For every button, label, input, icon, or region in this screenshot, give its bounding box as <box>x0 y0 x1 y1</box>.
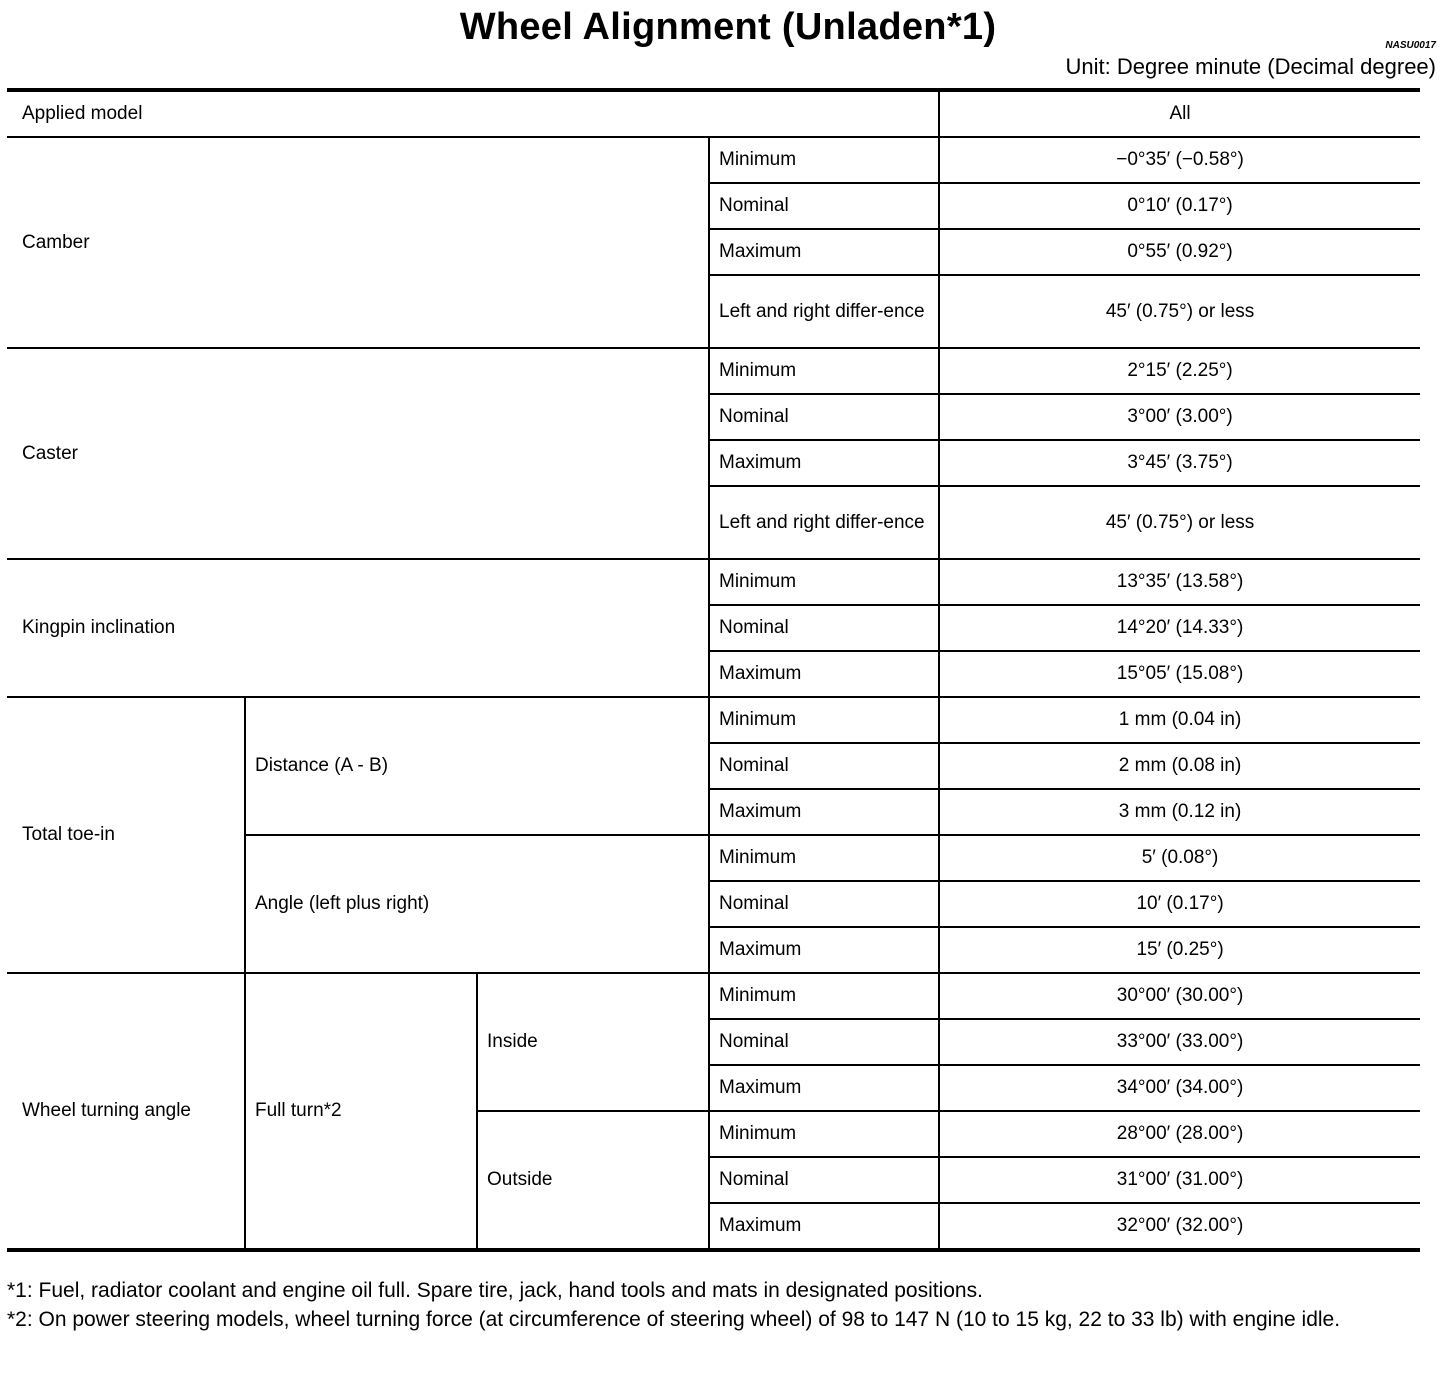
row-value: 0°10′ (0.17°) <box>939 183 1420 229</box>
row-label: Nominal <box>709 1157 939 1203</box>
caster-label: Caster <box>7 348 709 559</box>
row-label: Maximum <box>709 927 939 973</box>
all-header: All <box>939 90 1420 137</box>
row-value: 1 mm (0.04 in) <box>939 697 1420 743</box>
row-label: Nominal <box>709 605 939 651</box>
row-value: 5′ (0.08°) <box>939 835 1420 881</box>
row-value: −0°35′ (−0.58°) <box>939 137 1420 183</box>
outside-label: Outside <box>477 1111 709 1250</box>
row-value: 45′ (0.75°) or less <box>939 275 1420 348</box>
row-label: Minimum <box>709 137 939 183</box>
row-value: 30°00′ (30.00°) <box>939 973 1420 1019</box>
row-label: Left and right differ-ence <box>709 275 939 348</box>
footnote-2: *2: On power steering models, wheel turning force (at circumference of steering wheel) of 98 to 147 N (10 to 15 kg, 22 to 33 lb) with engine idle. <box>7 1308 1341 1331</box>
row-label: Maximum <box>709 229 939 275</box>
row-value: 15°05′ (15.08°) <box>939 651 1420 697</box>
row-label: Minimum <box>709 697 939 743</box>
row-label: Maximum <box>709 1065 939 1111</box>
row-value: 3°45′ (3.75°) <box>939 440 1420 486</box>
footnote-1: *1: Fuel, radiator coolant and engine oil full. Spare tire, jack, hand tools and mats in designated positions. <box>7 1279 983 1302</box>
row-value: 10′ (0.17°) <box>939 881 1420 927</box>
row-label: Maximum <box>709 440 939 486</box>
row-value: 31°00′ (31.00°) <box>939 1157 1420 1203</box>
row-label: Minimum <box>709 835 939 881</box>
row-value: 13°35′ (13.58°) <box>939 559 1420 605</box>
inside-label: Inside <box>477 973 709 1111</box>
row-value: 0°55′ (0.92°) <box>939 229 1420 275</box>
row-value: 15′ (0.25°) <box>939 927 1420 973</box>
row-label: Minimum <box>709 348 939 394</box>
row-value: 33°00′ (33.00°) <box>939 1019 1420 1065</box>
row-value: 28°00′ (28.00°) <box>939 1111 1420 1157</box>
turning-angle-label: Wheel turning angle <box>7 973 245 1250</box>
table-row <box>7 973 1420 1019</box>
row-label: Minimum <box>709 973 939 1019</box>
unit-note: Unit: Degree minute (Decimal degree) <box>1065 54 1436 79</box>
row-label: Minimum <box>709 1111 939 1157</box>
table-row <box>7 559 1420 605</box>
row-label: Left and right differ-ence <box>709 486 939 559</box>
row-label: Maximum <box>709 789 939 835</box>
row-value: 2 mm (0.08 in) <box>939 743 1420 789</box>
header-row <box>7 90 1420 137</box>
kingpin-label: Kingpin inclination <box>7 559 709 697</box>
table-row <box>7 697 1420 743</box>
table-row <box>7 137 1420 183</box>
reference-code: NASU0017 <box>1385 40 1436 51</box>
row-value: 34°00′ (34.00°) <box>939 1065 1420 1111</box>
row-label: Maximum <box>709 1203 939 1250</box>
wheel-alignment-table <box>7 88 1420 1252</box>
table-row <box>7 348 1420 394</box>
row-value: 32°00′ (32.00°) <box>939 1203 1420 1250</box>
row-label: Nominal <box>709 394 939 440</box>
row-label: Nominal <box>709 743 939 789</box>
camber-label: Camber <box>7 137 709 348</box>
row-value: 3 mm (0.12 in) <box>939 789 1420 835</box>
row-value: 14°20′ (14.33°) <box>939 605 1420 651</box>
toe-in-angle-label: Angle (left plus right) <box>245 835 709 973</box>
row-value: 45′ (0.75°) or less <box>939 486 1420 559</box>
footnotes <box>7 1276 1420 1334</box>
row-value: 3°00′ (3.00°) <box>939 394 1420 440</box>
row-label: Nominal <box>709 1019 939 1065</box>
toe-in-distance-label: Distance (A - B) <box>245 697 709 835</box>
row-label: Nominal <box>709 183 939 229</box>
row-label: Maximum <box>709 651 939 697</box>
row-label: Nominal <box>709 881 939 927</box>
row-label: Minimum <box>709 559 939 605</box>
page-title: Wheel Alignment (Unladen*1) <box>459 6 997 48</box>
full-turn-label: Full turn*2 <box>245 973 477 1250</box>
toe-in-label: Total toe-in <box>7 697 245 973</box>
applied-model-header: Applied model <box>7 90 939 137</box>
row-value: 2°15′ (2.25°) <box>939 348 1420 394</box>
